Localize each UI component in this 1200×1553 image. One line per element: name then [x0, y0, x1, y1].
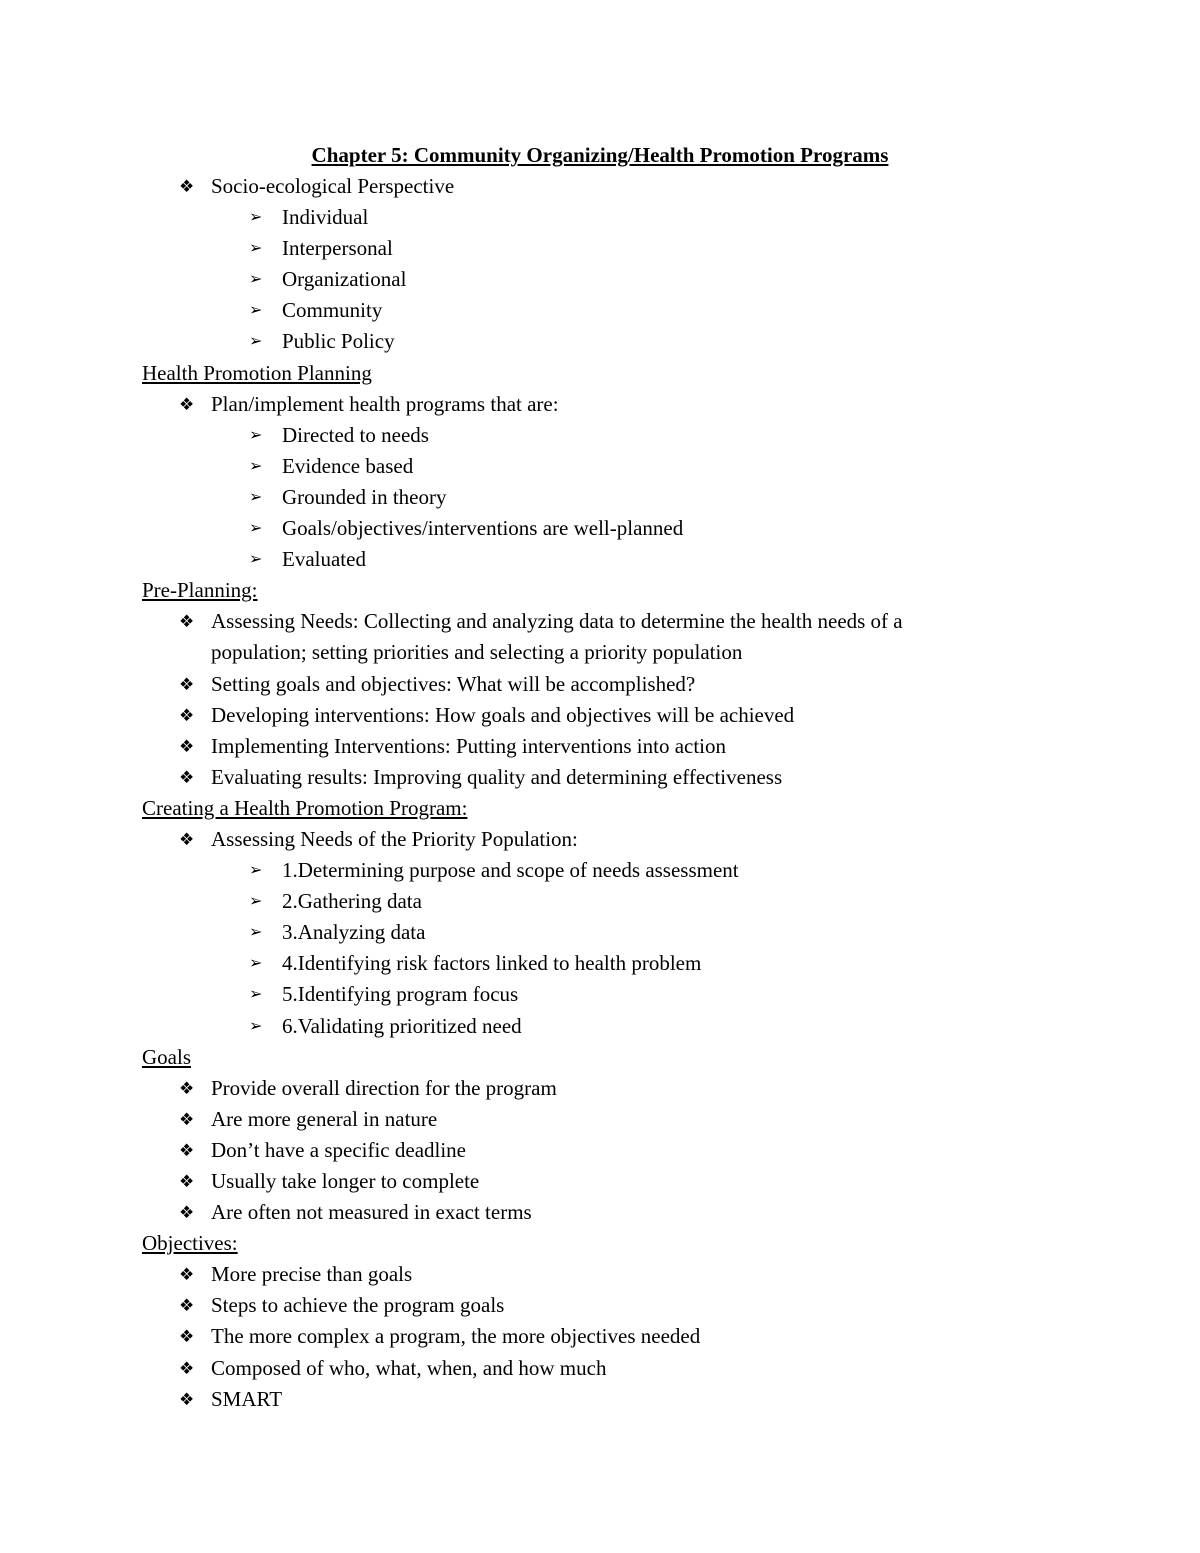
- arrow-bullet-icon: ➢: [249, 862, 263, 880]
- sub-bullet-text: 1.Determining purpose and scope of needs assessment: [282, 858, 739, 883]
- bullet-item: [142, 1290, 1042, 1321]
- arrow-bullet-icon: ➢: [249, 488, 263, 506]
- bullet-text: Don’t have a specific deadline: [211, 1137, 467, 1162]
- sub-bullet-text: 3.Analyzing data: [282, 920, 426, 945]
- bullet-text: Assessing Needs: Collecting and analyzing data to determine the health needs of a: [211, 609, 903, 634]
- section-heading: Objectives:: [142, 1231, 238, 1256]
- bullet-item: [142, 1166, 1042, 1197]
- diamond-bullet-icon: ❖: [179, 1140, 195, 1160]
- sub-bullet-text: Community: [282, 298, 383, 323]
- bullet-text: Provide overall direction for the program: [211, 1075, 557, 1100]
- diamond-bullet-icon: ❖: [179, 674, 195, 694]
- diamond-bullet-icon: ❖: [179, 1358, 195, 1378]
- diamond-bullet-icon: ❖: [179, 736, 195, 756]
- diamond-bullet-icon: ❖: [179, 1109, 195, 1129]
- bullet-text: Developing interventions: How goals and objectives will be achieved: [211, 702, 795, 727]
- sub-bullet-text: Evaluated: [282, 547, 366, 572]
- bullet-item: [142, 1135, 1042, 1166]
- diamond-bullet-icon: ❖: [179, 1203, 195, 1223]
- diamond-bullet-icon: ❖: [179, 1078, 195, 1098]
- bullet-text: SMART: [211, 1386, 283, 1411]
- diamond-bullet-icon: ❖: [179, 767, 195, 787]
- sub-bullet-item: [142, 326, 1042, 357]
- diamond-bullet-icon: ❖: [179, 1172, 195, 1191]
- bullet-item: [142, 669, 1042, 700]
- bullet-text-continuation: population; setting priorities and selecting a priority population: [211, 640, 743, 665]
- bullet-item: [142, 762, 1042, 793]
- arrow-bullet-icon: ➢: [249, 986, 263, 1004]
- bullet-item: [142, 1104, 1042, 1135]
- arrow-bullet-icon: ➢: [249, 240, 263, 258]
- diamond-bullet-icon: ❖: [179, 1389, 195, 1409]
- diamond-bullet-icon: ❖: [179, 1296, 195, 1316]
- sub-bullet-text: 5.Identifying program focus: [282, 982, 519, 1007]
- sub-bullet-item: [142, 886, 1042, 917]
- bullet-item: [142, 1353, 1042, 1384]
- bullet-item: [142, 171, 1042, 202]
- document-body: [142, 171, 1042, 1415]
- arrow-bullet-icon: ➢: [249, 302, 263, 320]
- arrow-bullet-icon: ➢: [249, 893, 263, 911]
- arrow-bullet-icon: ➢: [249, 457, 263, 475]
- bullet-text: Steps to achieve the program goals: [211, 1293, 505, 1318]
- arrow-bullet-icon: ➢: [249, 426, 263, 444]
- diamond-bullet-icon: ❖: [179, 1327, 195, 1347]
- sub-bullet-item: [142, 420, 1042, 451]
- section-heading: Pre-Planning:: [142, 578, 258, 603]
- bullet-text: Socio-ecological Perspective: [211, 174, 455, 198]
- arrow-bullet-icon: ➢: [249, 551, 263, 569]
- sub-bullet-item: [142, 948, 1042, 979]
- sub-bullet-item: [142, 202, 1042, 233]
- sub-bullet-text: 2.Gathering data: [282, 889, 422, 914]
- sub-bullet-text: Individual: [282, 205, 369, 230]
- bullet-text: The more complex a program, the more objectives needed: [211, 1324, 701, 1349]
- bullet-item: [142, 1259, 1042, 1290]
- sub-bullet-item: [142, 482, 1042, 513]
- bullet-item: [142, 606, 1042, 637]
- bullet-item: [142, 389, 1042, 420]
- bullet-item: [142, 731, 1042, 762]
- sub-bullet-item: [142, 855, 1042, 886]
- arrow-bullet-icon: ➢: [249, 955, 263, 973]
- sub-bullet-item: [142, 233, 1042, 264]
- sub-bullet-item: [142, 1011, 1042, 1042]
- bullet-text: Are more general in nature: [211, 1106, 438, 1131]
- sub-bullet-item: [142, 544, 1042, 575]
- section-heading: Creating a Health Promotion Program:: [142, 795, 468, 820]
- bullet-item: [142, 700, 1042, 731]
- bullet-text: Setting goals and objectives: What will be accomplished?: [211, 671, 696, 696]
- sub-bullet-text: Organizational: [282, 267, 407, 292]
- diamond-bullet-icon: ❖: [179, 829, 195, 849]
- diamond-bullet-icon: ❖: [179, 394, 195, 414]
- page-title: Chapter 5: Community Organizing/Health Promotion Programs: [311, 143, 889, 167]
- sub-bullet-text: 4.Identifying risk factors linked to health problem: [282, 951, 702, 976]
- sub-bullet-item: [142, 979, 1042, 1010]
- sub-bullet-text: 6.Validating prioritized need: [282, 1013, 522, 1038]
- sub-bullet-item: [142, 917, 1042, 948]
- section-heading: Goals: [142, 1044, 191, 1069]
- diamond-bullet-icon: ❖: [179, 1265, 195, 1285]
- arrow-bullet-icon: ➢: [249, 333, 263, 351]
- sub-bullet-text: Directed to needs: [282, 422, 429, 447]
- bullet-text: Plan/implement health programs that are:: [211, 391, 559, 416]
- diamond-bullet-icon: ❖: [179, 612, 195, 632]
- sub-bullet-item: [142, 451, 1042, 482]
- bullet-text: Are often not measured in exact terms: [211, 1200, 532, 1225]
- arrow-bullet-icon: ➢: [249, 271, 263, 289]
- diamond-bullet-icon: ❖: [179, 705, 195, 725]
- bullet-text: Evaluating results: Improving quality and determining effectiveness: [211, 764, 783, 789]
- sub-bullet-item: [142, 295, 1042, 326]
- bullet-text: Assessing Needs of the Priority Population:: [211, 826, 578, 851]
- arrow-bullet-icon: ➢: [249, 1017, 263, 1035]
- bullet-item: [142, 1073, 1042, 1104]
- sub-bullet-text: Public Policy: [282, 329, 395, 354]
- sub-bullet-item: [142, 264, 1042, 295]
- arrow-bullet-icon: ➢: [249, 520, 263, 538]
- arrow-bullet-icon: ➢: [249, 209, 263, 227]
- sub-bullet-item: [142, 513, 1042, 544]
- bullet-text: Usually take longer to complete: [211, 1169, 480, 1193]
- bullet-text: Implementing Interventions: Putting interventions into action: [211, 733, 727, 758]
- bullet-text: More precise than goals: [211, 1262, 413, 1287]
- arrow-bullet-icon: ➢: [249, 924, 263, 942]
- bullet-text: Composed of who, what, when, and how much: [211, 1355, 607, 1380]
- diamond-bullet-icon: ❖: [179, 177, 195, 196]
- section-heading: Health Promotion Planning: [142, 360, 372, 385]
- bullet-item: [142, 1197, 1042, 1228]
- bullet-item: [142, 1321, 1042, 1352]
- sub-bullet-text: Grounded in theory: [282, 484, 447, 509]
- sub-bullet-text: Interpersonal: [282, 236, 393, 261]
- sub-bullet-text: Goals/objectives/interventions are well-planned: [282, 516, 684, 541]
- sub-bullet-text: Evidence based: [282, 453, 414, 478]
- bullet-item: [142, 824, 1042, 855]
- bullet-item: [142, 1384, 1042, 1415]
